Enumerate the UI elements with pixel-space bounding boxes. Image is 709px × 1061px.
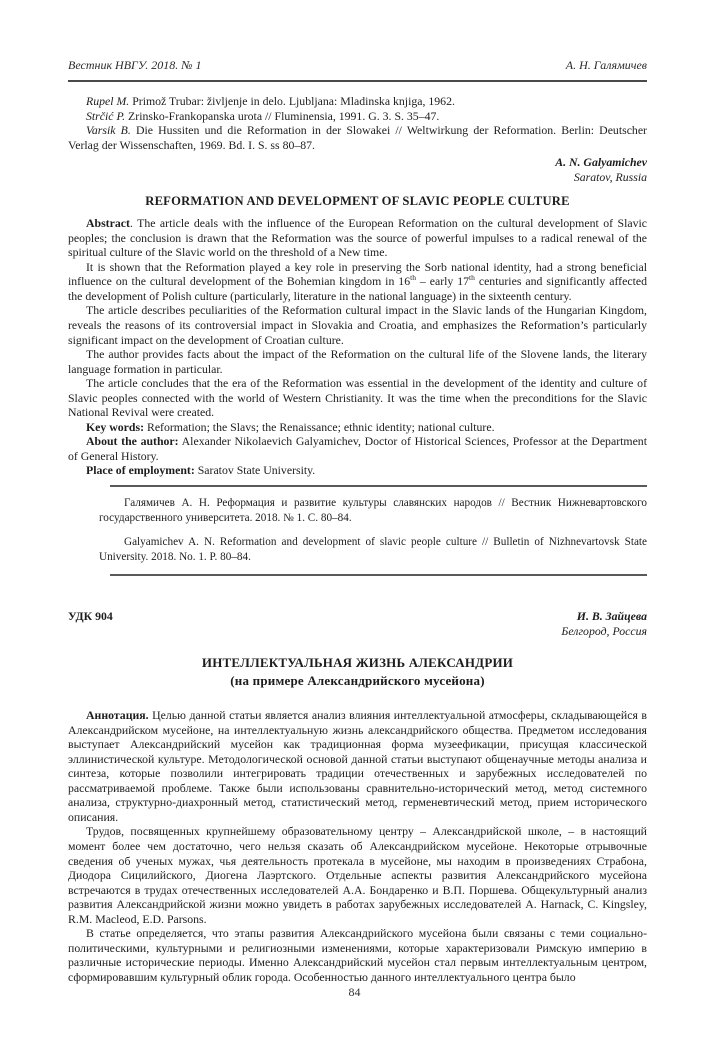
abstract-paragraph: It is shown that the Reformation played a key role in preserving the Sorb national identity, had a strong beneficial influence on the cultural development of the Bohemian kingdom in 16th – early 17th centuries and significantly affected the development of Polish culture (particularly, literature in the national language) in the sixteenth century. <box>68 259 647 303</box>
employment-line: Place of employment: Saratov State University. <box>86 463 316 478</box>
superscript-th: th <box>410 273 416 283</box>
author-signature-en <box>68 155 647 184</box>
reference-item: Rupel M. Primož Trubar: življenje in delo. Ljubljana: Mladinska knjiga, 1962. <box>86 94 455 108</box>
author-name: A. N. Galyamichev <box>555 155 647 170</box>
running-header-author: А. Н. Галямичев <box>565 58 647 72</box>
employment-label: Place of employment: <box>86 463 195 478</box>
keywords-label: Key words: <box>86 419 144 434</box>
citation-ru: Галямичев А. Н. Реформация и развитие культуры славянских народов // Вестник Нижневартовского государственного университета. 2018. № 1. С. 80–84. <box>99 497 647 525</box>
abstract-label: Abstract <box>86 216 130 231</box>
reference-author: Varsik B. <box>86 123 131 138</box>
annotation-paragraph: Трудов, посвященных крупнейшему образовательному центру – Александрийской школе, – в настоящий момент более чем достаточно, чего нельзя сказать об Александрийском мусейоне. Некоторые отрывочные сведения об ученых мужах, чья деятельность протекала в мусейоне, мы находим в произведениях Страбона, Диодора Сицилийского, Диогена Лаэртского. Отдельные аспекты развития Александрийского мусейона встречаются в трудах отечественных исследователей А.А. Бондаренко и В.П. Поршева. Общекультурный анализ развития Александрийской жизни можно увидеть в работах зарубежных исследователей A. Harnack, C. Kingsley, R.M. Macleod, E.D. Parsons. <box>68 824 647 926</box>
page-number: 84 <box>348 985 361 999</box>
annotation-label: Аннотация. <box>86 708 149 723</box>
about-author-label: About the author: <box>86 434 179 449</box>
citation-divider-top <box>110 485 647 487</box>
page-content <box>68 57 647 984</box>
reference-list <box>68 94 647 152</box>
article-title-ru <box>68 654 647 689</box>
abstract-paragraph: The article concludes that the era of the Reformation was essential in the development of the identity and culture of Slavic peoples connected with the world of Western Christianity. It was the time when the preconditions for the Slavic National Revival were created. <box>68 376 647 420</box>
abstract-paragraph: Abstract. The article deals with the influence of the European Reformation on the cultural development of Slavic peoples; the conclusion is drawn that the Reformation was the source of powerful impulses to a radical renewal of the spiritual culture of the Slavic world on the threshold of a New time. <box>68 216 647 260</box>
article-title-en: REFORMATION AND DEVELOPMENT OF SLAVIC PEOPLE CULTURE <box>145 194 570 209</box>
reference-item: Varsik B. Die Hussiten und die Reformation in der Slowakei // Weltwirkung der Reformation. Berlin: Deutscher Verlag der Wissenschaften, 1969. Bd. I. S. ss 80–87. <box>68 123 647 152</box>
reference-item: Strčić P. Zrinsko-Frankopanska urota // Fluminensia, 1991. G. 3. S. 35–47. <box>86 108 440 123</box>
superscript-th: th <box>469 273 475 283</box>
article-title-ru-line1: ИНТЕЛЛЕКТУАЛЬНАЯ ЖИЗНЬ АЛЕКСАНДРИИ <box>201 655 514 671</box>
abstract-paragraph: The author provides facts about the impact of the Reformation on the cultural life of the Slovene lands, the literary language formation in particular. <box>68 347 647 376</box>
keywords-line: Key words: Reformation; the Slavs; the Renaissance; ethnic identity; national culture. <box>86 419 495 434</box>
reference-author: Rupel M. <box>86 94 130 108</box>
udc-author-row <box>68 609 647 638</box>
running-header <box>68 57 647 82</box>
article-title-ru-line2: (на примере Александрийского мусейона) <box>230 672 485 688</box>
abstract-paragraph: The article describes peculiarities of the Reformation cultural impact in the Slavic lands of the Hungarian Kingdom, reveals the reasons of its controversial impact in Slovakia and Croatia, and emphasizes the Reformation’s particularly significant impact on the development of Croatian culture. <box>68 303 647 347</box>
annotation-section <box>68 708 647 984</box>
author-name: И. В. Зайцева <box>576 609 647 624</box>
annotation-paragraph: В статье определяется, что этапы развития Александрийского мусейона были связаны с теми социально-политическими, культурными и религиозными изменениями, которые характеризовали Римскую империю в различные исторические периоды. Именно Александрийский мусейон стал первым интеллектуальным центром, сформировавшим культурный облик города. Особенностью данного интеллектуального центра было <box>68 926 647 984</box>
journal-page <box>0 57 709 1061</box>
udc-code: УДК 904 <box>68 609 113 624</box>
citation-en: Galyamichev A. N. Reformation and development of slavic people culture // Bulletin of Nizhnevartovsk State University. 2018. No. 1. P. 80–84. <box>99 536 647 564</box>
reference-author: Strčić P. <box>86 108 126 123</box>
author-signature-ru <box>561 609 647 638</box>
about-author-line: About the author: Alexander Nikolaevich Galyamichev, Doctor of Historical Sciences, Professor at the Department of General History. <box>68 434 647 463</box>
author-location: Белгород, Россия <box>561 623 647 638</box>
author-location: Saratov, Russia <box>573 169 647 184</box>
citation-divider-bottom <box>110 574 647 576</box>
citation-block <box>99 496 647 565</box>
running-header-journal: Вестник НВГУ. 2018. № 1 <box>68 58 202 72</box>
abstract-section <box>68 216 647 478</box>
annotation-paragraph: Аннотация. Целью данной статьи является анализ влияния интеллектуальной атмосферы, складывающейся в Александрийском мусейоне, на интеллектуальную жизнь александрийского общества. Предметом исследования выступает Александрийский мусейон как традиционная форма музеефикации, присущая классической эллинистической культуре. Методологической основой данной статьи выступают общенаучные методы анализа и синтеза, которые позволили интегрировать традиции отечественных и зарубежных исследователей по рассматриваемой проблеме. Также были использованы сравнительно-исторический метод, метод системного анализа, структурно-диахронный метод, статистический метод, герменевтический метод, прием исторического описания. <box>68 708 647 824</box>
